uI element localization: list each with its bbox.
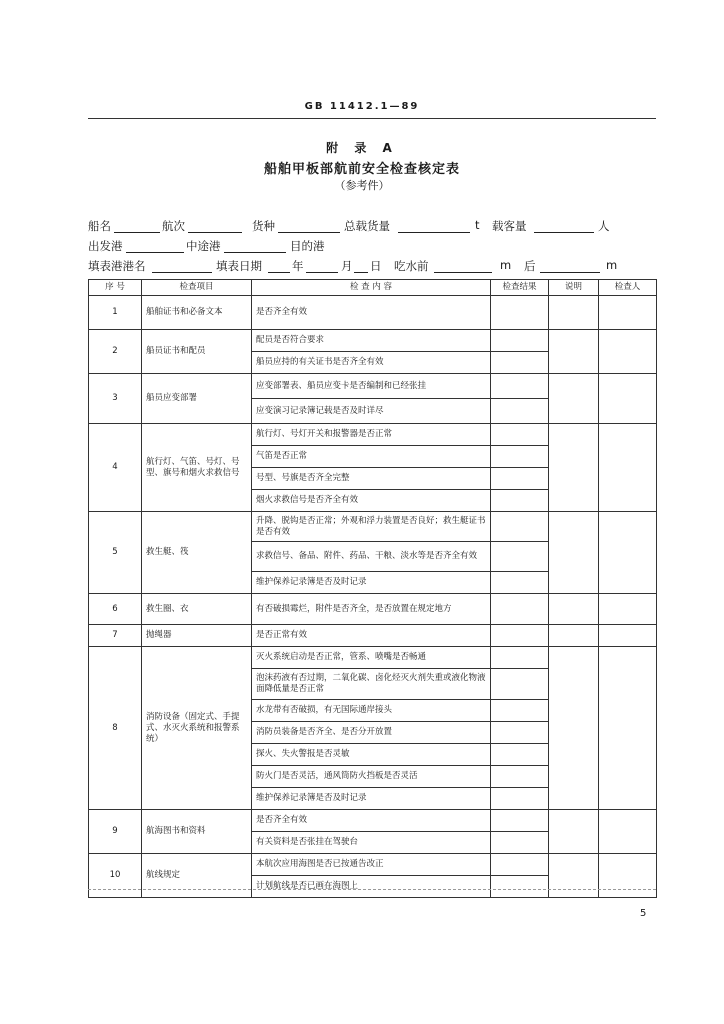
content-cell: 维护保养记录簿是否及时记录	[252, 572, 491, 594]
content-cell: 泡沫药液有否过期，二氧化碳、卤化烃灭火剂失重或液化物液面降低量是否正常	[252, 669, 491, 700]
table-row	[89, 330, 657, 352]
passengers-label: 载客量	[492, 219, 527, 233]
inspector-cell[interactable]	[599, 647, 657, 810]
inspector-cell[interactable]	[599, 374, 657, 424]
remark-cell[interactable]	[549, 647, 599, 810]
draft-label: 吃水前	[394, 259, 429, 273]
remark-cell[interactable]	[549, 330, 599, 374]
header-rule	[88, 118, 656, 119]
filling-date-label: 填表日期	[216, 259, 262, 273]
content-cell: 应变部署表、船员应变卡是否编制和已经张挂	[252, 374, 491, 399]
content-cell: 气笛是否正常	[252, 446, 491, 468]
seq-cell: 7	[89, 625, 142, 647]
intermediate-port-blank	[224, 240, 286, 253]
content-cell: 求救信号、备品、附件、药品、干粮、淡水等是否齐全有效	[252, 542, 491, 572]
result-cell[interactable]	[491, 572, 549, 594]
seq-cell: 4	[89, 424, 142, 512]
seq-cell: 1	[89, 296, 142, 330]
content-cell: 号型、号旗是否齐全完整	[252, 468, 491, 490]
remark-cell[interactable]	[549, 854, 599, 898]
table-row	[89, 424, 657, 446]
result-cell[interactable]	[491, 876, 549, 898]
result-cell[interactable]	[491, 296, 549, 330]
remark-cell[interactable]	[549, 594, 599, 625]
result-cell[interactable]	[491, 330, 549, 352]
content-cell: 消防员装备是否齐全、是否分开放置	[252, 722, 491, 744]
content-cell: 是否正常有效	[252, 625, 491, 647]
item-cell: 航线规定	[142, 854, 252, 898]
item-cell: 抛绳器	[142, 625, 252, 647]
departure-port-blank	[126, 240, 184, 253]
content-cell: 计划航线是否已画在海图上	[252, 876, 491, 898]
result-cell[interactable]	[491, 352, 549, 374]
item-cell: 船舶证书和必备文本	[142, 296, 252, 330]
content-cell: 烟火求救信号是否齐全有效	[252, 490, 491, 512]
content-cell: 升降、脱钩是否正常；外观和浮力装置是否良好；救生艇证书是否有效	[252, 512, 491, 542]
cargo-type-blank	[278, 220, 340, 233]
total-cargo-label: 总载货量	[344, 219, 390, 233]
seq-cell: 9	[89, 810, 142, 854]
table-row	[89, 374, 657, 399]
result-cell[interactable]	[491, 744, 549, 766]
result-cell[interactable]	[491, 766, 549, 788]
item-cell: 船员应变部署	[142, 374, 252, 424]
remark-cell[interactable]	[549, 625, 599, 647]
item-cell: 船员证书和配员	[142, 330, 252, 374]
inspector-cell[interactable]	[599, 424, 657, 512]
content-cell: 船员应持的有关证书是否齐全有效	[252, 352, 491, 374]
seq-cell: 6	[89, 594, 142, 625]
result-cell[interactable]	[491, 399, 549, 424]
seq-cell: 8	[89, 647, 142, 810]
result-cell[interactable]	[491, 542, 549, 572]
draft-fore-blank	[434, 260, 492, 273]
remark-cell[interactable]	[549, 296, 599, 330]
table-header-row	[89, 280, 657, 296]
page-number: 5	[640, 908, 647, 919]
unit-m1-label: m	[500, 258, 512, 272]
reference-note: （参考件）	[334, 179, 390, 192]
header-inspector: 检查人	[599, 280, 657, 296]
result-cell[interactable]	[491, 647, 549, 669]
result-cell[interactable]	[491, 669, 549, 700]
total-cargo-blank	[398, 220, 470, 233]
content-cell: 防火门是否灵活，通风筒防火挡板是否灵活	[252, 766, 491, 788]
item-cell: 航行灯、气笛、号灯、号型、旗号和烟火求救信号	[142, 424, 252, 512]
result-cell[interactable]	[491, 625, 549, 647]
table-row	[89, 810, 657, 832]
header-result: 检查结果	[491, 280, 549, 296]
result-cell[interactable]	[491, 722, 549, 744]
content-cell: 有否破损霉烂，附件是否齐全，是否放置在规定地方	[252, 594, 491, 625]
result-cell[interactable]	[491, 854, 549, 876]
standard-code: GB 11412.1—89	[304, 101, 420, 112]
inspector-cell[interactable]	[599, 810, 657, 854]
result-cell[interactable]	[491, 424, 549, 446]
ship-name-blank	[114, 220, 160, 233]
footer-rule	[88, 889, 656, 890]
draft-aft-blank	[540, 260, 600, 273]
document-title: 船舶甲板部航前安全检查核定表	[263, 162, 460, 177]
voyage-label: 航次	[162, 219, 185, 233]
seq-cell: 10	[89, 854, 142, 898]
inspection-table	[88, 279, 657, 898]
result-cell[interactable]	[491, 446, 549, 468]
result-cell[interactable]	[491, 374, 549, 399]
result-cell[interactable]	[491, 832, 549, 854]
inspector-cell[interactable]	[599, 854, 657, 898]
result-cell[interactable]	[491, 468, 549, 490]
cargo-type-label: 货种	[252, 219, 275, 233]
departure-port-label: 出发港	[88, 239, 123, 253]
unit-m2-label: m	[606, 258, 618, 272]
aft-label: 后	[524, 259, 536, 273]
header-seq: 序 号	[89, 280, 142, 296]
inspector-cell[interactable]	[599, 330, 657, 374]
year-blank	[268, 260, 290, 273]
content-cell: 灭火系统启动是否正常，管系、喷嘴是否畅通	[252, 647, 491, 669]
remark-cell[interactable]	[549, 374, 599, 424]
seq-cell: 5	[89, 512, 142, 594]
passengers-blank	[534, 220, 594, 233]
table-row	[89, 594, 657, 625]
table-row	[89, 625, 657, 647]
inspector-cell[interactable]	[599, 594, 657, 625]
content-cell: 有关资料是否张挂在驾驶台	[252, 832, 491, 854]
content-cell: 是否齐全有效	[252, 810, 491, 832]
content-cell: 本航次应用海图是否已按通告改正	[252, 854, 491, 876]
remark-cell[interactable]	[549, 810, 599, 854]
result-cell[interactable]	[491, 810, 549, 832]
item-cell: 救生圈、衣	[142, 594, 252, 625]
intermediate-port-label: 中途港	[186, 239, 221, 253]
table-row	[89, 512, 657, 542]
item-cell: 救生艇、筏	[142, 512, 252, 594]
destination-port-label: 目的港	[290, 239, 325, 253]
header-content: 检 查 内 容	[252, 280, 491, 296]
day-label: 日	[370, 259, 382, 273]
table-row	[89, 647, 657, 669]
filling-port-blank	[152, 260, 212, 273]
result-cell[interactable]	[491, 700, 549, 722]
content-cell: 应变演习记录簿记载是否及时详尽	[252, 399, 491, 424]
voyage-blank	[188, 220, 242, 233]
unit-person-label: 人	[598, 219, 610, 233]
ship-name-label: 船名	[88, 219, 111, 233]
result-cell[interactable]	[491, 594, 549, 625]
remark-cell[interactable]	[549, 424, 599, 512]
result-cell[interactable]	[491, 490, 549, 512]
content-cell: 配员是否符合要求	[252, 330, 491, 352]
item-cell: 消防设备（固定式、手提式、水灭火系统和报警系统）	[142, 647, 252, 810]
table-row	[89, 854, 657, 876]
seq-cell: 3	[89, 374, 142, 424]
appendix-label: 附 录 A	[326, 141, 398, 155]
seq-cell: 2	[89, 330, 142, 374]
header-item: 检查项目	[142, 280, 252, 296]
month-label: 月	[341, 259, 353, 273]
inspector-cell[interactable]	[599, 296, 657, 330]
item-cell: 航海图书和资料	[142, 810, 252, 854]
year-label: 年	[292, 259, 304, 273]
month-blank	[306, 260, 338, 273]
header-remark: 说明	[549, 280, 599, 296]
remark-cell[interactable]	[549, 512, 599, 594]
content-cell: 是否齐全有效	[252, 296, 491, 330]
table-row	[89, 296, 657, 330]
result-cell[interactable]	[491, 788, 549, 810]
inspector-cell[interactable]	[599, 625, 657, 647]
content-cell: 探火、失火警报是否灵敏	[252, 744, 491, 766]
result-cell[interactable]	[491, 512, 549, 542]
content-cell: 航行灯、号灯开关和报警器是否正常	[252, 424, 491, 446]
content-cell: 维护保养记录簿是否及时记录	[252, 788, 491, 810]
inspector-cell[interactable]	[599, 512, 657, 594]
unit-t-label: t	[475, 218, 480, 232]
filling-port-label: 填表港港名	[88, 259, 146, 273]
content-cell: 水龙带有否破损，有无国际通岸接头	[252, 700, 491, 722]
day-blank	[354, 260, 368, 273]
